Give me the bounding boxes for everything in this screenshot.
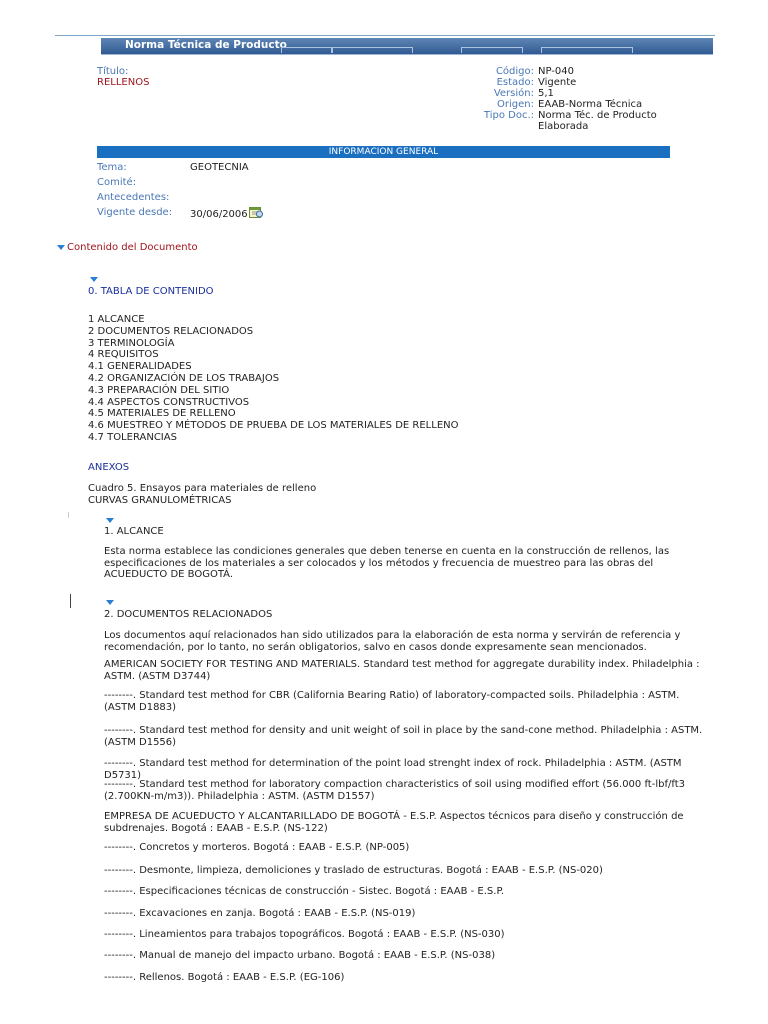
collapse-triangle-icon (57, 245, 65, 250)
toc-item[interactable]: 1 ALCANCE (88, 314, 145, 325)
meta-version: Versión: 5,1 (493, 88, 554, 99)
reference-item: --------. Standard test method for density and unit weight of soil in place by the sand-cone method. Philadelphia : ASTM. (ASTM D1556) (104, 725, 703, 748)
reference-item: --------. Manual de manejo del impacto urbano. Bogotá : EAAB - E.S.P. (NS-038) (104, 950, 496, 961)
reference-item: --------. Rellenos. Bogotá : EAAB - E.S.P. (EG-106) (104, 972, 345, 983)
toc-item[interactable]: 4.2 ORGANIZACIÓN DE LOS TRABAJOS (88, 372, 280, 384)
toc-item[interactable]: 4.1 GENERALIDADES (88, 361, 192, 373)
reference-item: --------. Desmonte, limpieza, demoliciones y traslado de estructuras. Bogotá : EAAB - E.S.P. (NS-020) (104, 865, 603, 876)
tema-label: Tema: (97, 162, 127, 173)
toc-list (88, 314, 458, 444)
alcance-collapse-triangle-icon[interactable] (106, 515, 114, 526)
banner-decoration (331, 47, 413, 53)
vigente-desde-value: 30/06/2006 (190, 209, 248, 220)
reference-item: --------. Especificaciones técnicas de construcción - Sistec. Bogotá : EAAB - E.S.P. (104, 886, 505, 897)
banner-decoration (461, 47, 523, 53)
tema-value: GEOTECNIA (190, 162, 249, 173)
meta-codigo: Código: NP-040 (495, 66, 574, 77)
toc-item[interactable]: 2 DOCUMENTOS RELACIONADOS (88, 325, 254, 337)
vigente-desde-label: Vigente desde: (97, 207, 173, 218)
calendar-icon[interactable] (249, 206, 263, 218)
banner-title: Norma Técnica de Producto (125, 39, 287, 51)
reference-item: --------. Excavaciones en zanja. Bogotá : EAAB - E.S.P. (NS-019) (104, 908, 416, 919)
toc-item[interactable]: 4.3 PREPARACIÓN DEL SITIO (88, 384, 230, 396)
reference-item: --------. Concretos y morteros. Bogotá : EAAB - E.S.P. (NP-005) (104, 842, 410, 853)
meta-tipo-doc-cont: Elaborada (538, 121, 589, 132)
reference-item: EMPRESA DE ACUEDUCTO Y ALCANTARILLADO DE BOGOTÁ - E.S.P. Aspectos técnicos para diseño y construcción de subdrenajes. Bogotá : EAAB - E.S.P. (NS-122) (104, 811, 684, 834)
anexos-heading: ANEXOS (88, 462, 130, 473)
meta-tipo-doc: Tipo Doc.: Norma Téc. de Producto (483, 110, 657, 121)
toc-item[interactable]: 4.6 MUESTREO Y MÉTODOS DE PRUEBA DE LOS MATERIALES DE RELLENO (88, 420, 459, 432)
reference-item: --------. Standard test method for CBR (California Bearing Ratio) of laboratory-compacted soils. Philadelphia : ASTM. (ASTM D1883) (104, 690, 680, 713)
reference-item: AMERICAN SOCIETY FOR TESTING AND MATERIALS. Standard test method for aggregate durability index. Philadelphia : ASTM. (ASTM D3744) (104, 659, 700, 682)
anexos-list (88, 483, 316, 506)
documentos-heading: 2. DOCUMENTOS RELACIONADOS (104, 609, 273, 620)
meta-estado: Estado: Vigente (496, 77, 577, 88)
informacion-general-bar: INFORMACION GENERAL (97, 146, 670, 158)
alcance-text: Esta norma establece las condiciones generales que deben tenerse en cuenta en la construcción de rellenos, las especificaciones de los materiales a ser colocados y los métodos y frecuencia de muestreo para las obras del ACUEDUCTO DE BOGOTÁ. (104, 546, 670, 580)
toc-item[interactable]: 3 TERMINOLOGÍA (88, 337, 175, 349)
norma-tecnica-banner (101, 38, 713, 55)
toc-item[interactable]: 4 REQUISITOS (88, 349, 159, 361)
banner-decoration (541, 47, 633, 53)
margin-mark (68, 512, 69, 518)
documentos-collapse-triangle-icon[interactable] (106, 597, 114, 608)
reference-item: --------. Standard test method for determination of the point load strenght index of rock. Philadelphia : ASTM. (ASTM D5731) (104, 758, 682, 781)
anexo-item[interactable]: CURVAS GRANULOMÉTRICAS (88, 494, 232, 506)
reference-item: --------. Lineamientos para trabajos topográficos. Bogotá : EAAB - E.S.P. (NS-030) (104, 929, 505, 940)
toc-collapse-triangle-icon[interactable] (90, 274, 98, 285)
alcance-heading: 1. ALCANCE (104, 526, 164, 537)
contenido-label: Contenido del Documento (67, 242, 198, 253)
contenido-toggle[interactable] (57, 242, 198, 253)
meta-origen: Origen: EAAB-Norma Técnica (497, 99, 643, 110)
banner-decoration (281, 47, 333, 53)
toc-item[interactable]: 4.4 ASPECTOS CONSTRUCTIVOS (88, 396, 250, 408)
text-cursor (70, 594, 71, 608)
titulo-label: Título: (97, 66, 129, 77)
toc-heading: 0. TABLA DE CONTENIDO (88, 286, 214, 297)
toc-item[interactable]: 4.5 MATERIALES DE RELLENO (88, 408, 236, 420)
toc-item[interactable]: 4.7 TOLERANCIAS (88, 431, 177, 443)
comite-label: Comité: (97, 177, 137, 188)
reference-item: --------. Standard test method for laboratory compaction characteristics of soil using modified effort (56.000 ft-lbf/ft3 (2.700KN-m/m3)). Philadelphia : ASTM. (ASTM D1557) (104, 779, 685, 802)
titulo-value: RELLENOS (97, 77, 150, 88)
documentos-intro: Los documentos aquí relacionados han sido utilizados para la elaboración de esta norma y servirán de referencia y recomendación, por lo tanto, no serán obligatorios, salvo en casos donde expresamente sean mencionados. (104, 630, 681, 653)
antecedentes-label: Antecedentes: (97, 192, 170, 203)
anexo-item[interactable]: Cuadro 5. Ensayos para materiales de relleno (88, 483, 317, 494)
top-divider-line (55, 35, 715, 36)
